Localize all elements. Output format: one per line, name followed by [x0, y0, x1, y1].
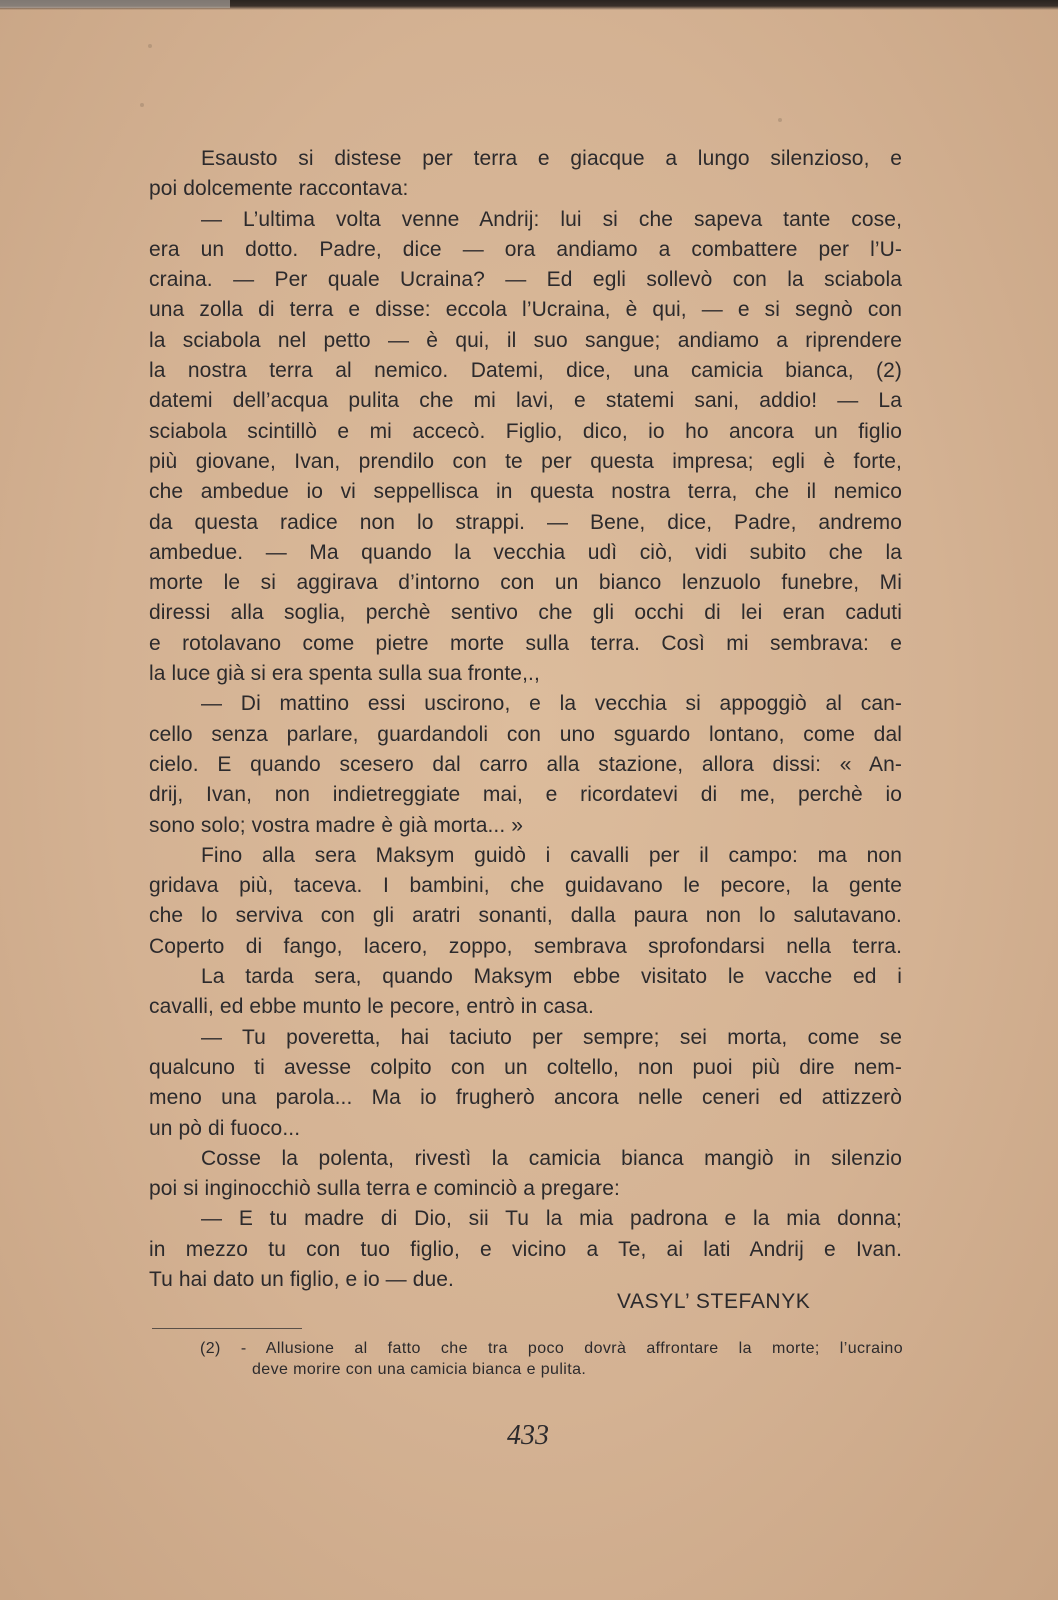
- text-line: — L’ultima volta venne Andrij: lui si che sapeva tante cose,: [201, 207, 902, 231]
- text-line: una zolla di terra e disse: eccola l’Ucraina, è qui, — e si segnò con: [149, 298, 902, 322]
- footnote-separator: [152, 1328, 302, 1329]
- text-line: la nostra terra al nemico. Datemi, dice, una camicia bianca, (2): [149, 359, 902, 383]
- paper-speck: [778, 118, 782, 122]
- text-line: più giovane, Ivan, prendilo con te per questa impresa; egli è forte,: [149, 449, 902, 473]
- text-line: era un dotto. Padre, dice — ora andiamo a combattere per l’U-: [149, 237, 902, 261]
- text-line: sono solo; vostra madre è già morta... »: [149, 813, 524, 837]
- footnote-line: (2) - Allusione al fatto che tra poco dovrà affrontare la morte; l’ucraino: [200, 1340, 903, 1357]
- text-line: da questa radice non lo strappi. — Bene, dice, Padre, andremo: [149, 510, 902, 534]
- text-line: diressi alla soglia, perchè sentivo che gli occhi di lei eran caduti: [149, 601, 902, 625]
- text-line: Esausto si distese per terra e giacque a lungo silenzioso, e: [201, 147, 902, 170]
- text-line: — Di mattino essi uscirono, e la vecchia si appoggiò al can-: [201, 692, 902, 716]
- text-line: qualcuno ti avesse colpito con un coltello, non puoi più dire nem-: [149, 1055, 902, 1079]
- text-line: cello senza parlare, guardandoli con uno sguardo lontano, come dal: [149, 722, 902, 746]
- text-line: cavalli, ed ebbe munto le pecore, entrò in casa.: [149, 995, 594, 1019]
- text-line: La tarda sera, quando Maksym ebbe visitato le vacche ed i: [201, 965, 902, 989]
- text-line: ambedue. — Ma quando la vecchia udì ciò, vidi subito che la: [149, 540, 902, 564]
- text-line: Coperto di fango, lacero, zoppo, sembrava sprofondarsi nella terra.: [149, 934, 902, 958]
- text-line: un pò di fuoco...: [149, 1116, 301, 1140]
- text-line: la sciabola nel petto — è qui, il suo sangue; andiamo a riprendere: [149, 328, 902, 352]
- text-line: — Tu poveretta, hai taciuto per sempre; sei morta, come se: [201, 1025, 902, 1049]
- text-line: Cosse la polenta, rivestì la camicia bianca mangiò in silenzio: [201, 1146, 902, 1170]
- text-line: meno una parola... Ma io frugherò ancora nelle ceneri ed attizzerò: [149, 1086, 902, 1110]
- text-line: poi dolcemente raccontava:: [149, 177, 409, 201]
- text-line: che lo serviva con gli aratri sonanti, dalla paura non lo salutavano.: [149, 904, 902, 928]
- text-line: in mezzo tu con tuo figlio, e vicino a Te, ai lati Andrij e Ivan.: [149, 1237, 902, 1261]
- text-line: morte le si aggirava d’intorno con un bianco lenzuolo funebre, Mi: [149, 571, 902, 595]
- text-line: Fino alla sera Maksym guidò i cavalli per il campo: ma non: [201, 843, 902, 867]
- text-line: la luce già si era spenta sulla sua fronte,.,: [149, 662, 540, 686]
- page-number: 433: [507, 1420, 549, 1451]
- paper-speck: [140, 103, 144, 107]
- text-line: poi si inginocchiò sulla terra e cominciò a pregare:: [149, 1177, 620, 1201]
- text-line: datemi dell’acqua pulita che mi lavi, e statemi sani, addio! — La: [149, 389, 902, 413]
- footnote-line: deve morire con una camicia bianca e pulita.: [252, 1361, 587, 1378]
- text-line: drij, Ivan, non indietreggiate mai, e ricordatevi di me, perchè io: [149, 783, 902, 807]
- text-line: — E tu madre di Dio, sii Tu la mia padrona e la mia donna;: [201, 1207, 902, 1231]
- text-line: sciabola scintillò e mi accecò. Figlio, dico, io ho ancora un figlio: [149, 419, 902, 443]
- text-line: e rotolavano come pietre morte sulla terra. Così mi sembrava: e: [149, 631, 902, 655]
- text-line: craina. — Per quale Ucraina? — Ed egli sollevò con la sciabola: [149, 268, 902, 292]
- paper-speck: [148, 44, 152, 48]
- author-signature: VASYL’ STEFANYK: [617, 1290, 811, 1313]
- text-line: Tu hai dato un figlio, e io — due.: [149, 1267, 454, 1291]
- text-line: gridava più, taceva. I bambini, che guidavano le pecore, la gente: [149, 874, 902, 898]
- body-text: [149, 144, 902, 1295]
- text-line: cielo. E quando scesero dal carro alla stazione, allora dissi: « An-: [149, 752, 902, 776]
- text-line: che ambedue io vi seppellisca in questa nostra terra, che il nemico: [149, 480, 902, 504]
- page-top-edge-highlight: [0, 0, 230, 8]
- footnote: [200, 1338, 903, 1380]
